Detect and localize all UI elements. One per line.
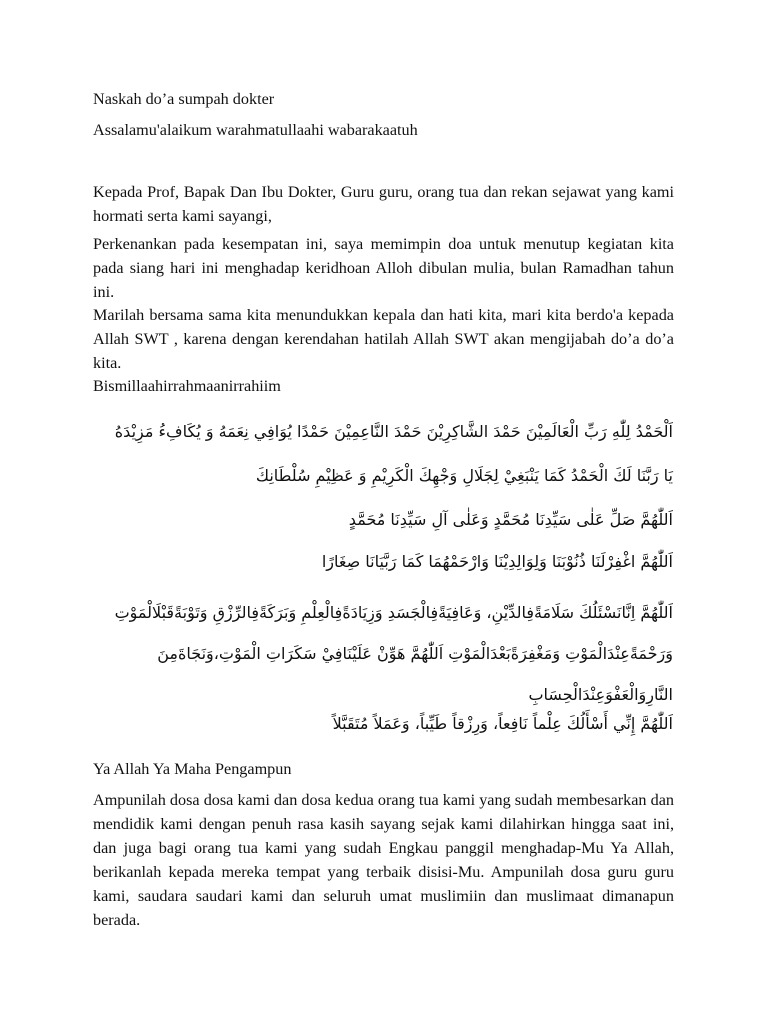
arabic-salawat-line: اَللّٰهُمَّ صَلِّ عَلٰى سَيِّدِنَا مُحَمَّدٍ وَعَلٰى آلِ سَيِّدِنَا مُحَمَّدٍ [348,510,673,529]
greeting: Assalamu'alaikum warahmatullaahi wabarakaatuh [93,121,418,139]
basmalah-line: Bismillaahirrahmaanirrahiim [93,377,281,395]
subheading: Ya Allah Ya Maha Pengampun [93,760,292,778]
paragraph-forgiveness: Ampunilah dosa dosa kami dan dosa kedua orang tua kami yang sudah membesarkan dan mendidik kami dengan penuh rasa kasih sayang sejak kami dilahirkan hingga saat ini, dan juga bagi orang tua kami yang sudah Engkau panggil menghadap-Mu Ya Allah, berikanlah kepada mereka tempat yang terbaik disisi-Mu. Ampunilah dosa guru guru kami, saudara saudari kami dan seluruh umat muslimiin dan muslimaat dimanapun berada. [93,791,674,929]
paragraph-introduction: Perkenankan pada kesempatan ini, saya memimpin doa untuk menutup kegiatan kita pada siang hari ini menghadap keridhoan Alloh dibulan mulia, bulan Ramadhan tahun ini. [93,235,674,301]
arabic-praise-line: اَلْحَمْدُ لِلّٰهِ رَبِّ الْعَالَمِيْنَ حَمْدَ الشَّاكِرِيْنَ حَمْدَ النَّاعِمِيْنَ حَمْدًا يُوَافِي نِعَمَهُ وَ يُكَافِءُ مَزِيْدَهُ [114,422,673,441]
arabic-rabbana-line: يَا رَبَّنَا لَكَ الْحَمْدُ كَمَا يَنْبَغِيْ لِجَلَالِ وَجْهِكَ الْكَرِيْمِ وَ عَظِيْمِ سُلْطَانِكَ [255,466,673,485]
arabic-forgiveness-line: اَللّٰهُمَّ اغْفِرْلَنَا ذُنُوْبَنَا وَلِوَالِدِيْنَا وَارْحَمْهُمَا كَمَا رَبَّيَانَا صِغَارًا [321,552,673,571]
paragraph-invitation: Marilah bersama sama kita menundukkan kepala dan hati kita, mari kita berdo'a kepada Allah SWT , karena dengan kerendahan hatilah Allah SWT akan mengijabah do’a do’a kita. [93,306,674,372]
arabic-knowledge-prayer: اَللّٰهُمَّ إِنِّي أَسْأَلُكَ عِلْماً نَافِعاً، وَرِزْقاً طَيِّباً، وَعَمَلاً مُتَقَبَّلاً [332,714,673,733]
document-title: Naskah do’a sumpah dokter [93,90,275,108]
paragraph-opening: Kepada Prof, Bapak Dan Ibu Dokter, Guru guru, orang tua dan rekan sejawat yang kami hormati serta kami sayangi, [93,183,674,225]
arabic-safety-prayer: اَللّٰهُمَّ اِنَّانَسْئَلُكَ سَلَامَةًفِالدِّيْنِ، وَعَافِيَةًفِالْجَسَدِ وَزِيَادَةًفِالْعِلْمِ وَبَرَكَةًفِالرِّزْقِ وَتَوْبَةًقَبْلَالْمَوْتِ وَرَحْمَةًعِنْدَالْمَوْتِ وَمَغْفِرَةًبَعْدَالْمَوْتِ اَللّٰهُمَّ هَوِّنْ عَلَيْنَافِيْ سَكَرَاتِ الْمَوْتِ،وَنَجَاةَمِنَ النَّارِوَالْعَفْوَعِنْدَالْحِسَابِ [114,603,673,704]
